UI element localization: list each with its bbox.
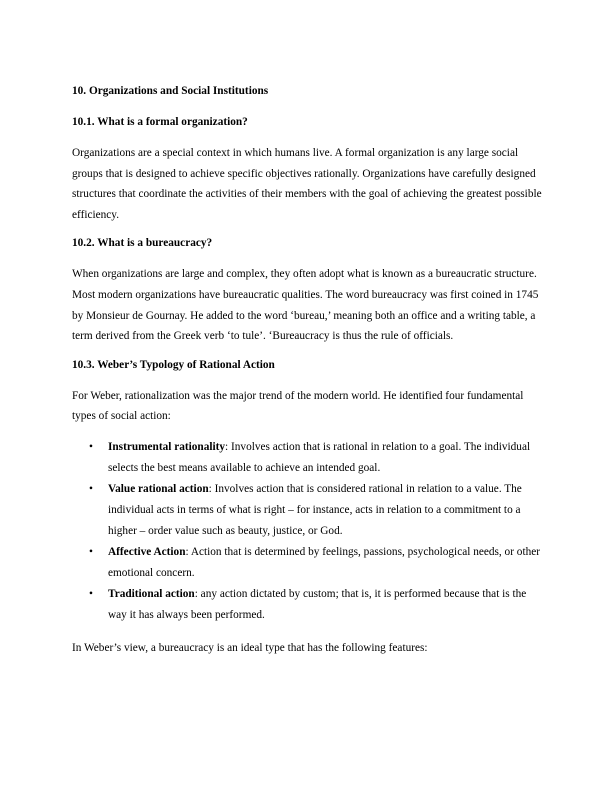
paragraph-formal-organization: Organizations are a special context in which humans live. A formal organization is any large social groups that is designed to achieve specific objectives rationally. Organizations have carefully designed structures that coordinate the activities of their members with the goal of achieving the greatest possible efficiency.: [72, 147, 542, 221]
section-heading-formal-organization: 10.1. What is a formal organization?: [72, 116, 248, 128]
section-heading-weber-typology: 10.3. Weber’s Typology of Rational Action: [72, 358, 275, 371]
bullet-icon: •: [89, 482, 93, 495]
term-affective-action: Affective Action: [108, 545, 186, 558]
social-action-list: [72, 437, 542, 626]
description-traditional-action: : any action dictated by custom; that is, it is performed because that is the way it has always been performed.: [108, 587, 527, 621]
section-heading-bureaucracy: 10.2. What is a bureaucracy?: [72, 237, 213, 250]
bullet-icon: •: [89, 587, 93, 600]
paragraph-bureaucracy: When organizations are large and complex, they often adopt what is known as a bureaucratic structure. Most modern organizations have bureaucratic qualities. The word bureaucracy was first coined in 1745 by Monsieur de Gournay. He added to the word ‘bureau,’ meaning both an office and a writing table, a term derived from the Greek verb ‘to tule’. ‘Bureaucracy is thus the rule of officials.: [72, 268, 539, 343]
list-item-affective-action: [72, 542, 542, 584]
bullet-icon: •: [89, 545, 93, 558]
list-item-value-rational-action: [72, 479, 542, 542]
document-page: [72, 83, 542, 659]
paragraph-weber-typology: For Weber, rationalization was the major trend of the modern world. He identified four fundamental types of social action:: [72, 389, 524, 423]
term-instrumental-rationality: Instrumental rationality: [108, 440, 226, 453]
term-traditional-action: Traditional action: [108, 587, 195, 600]
bullet-icon: •: [89, 440, 93, 453]
description-affective-action: : Action that is determined by feelings, passions, psychological needs, or other emotional concern.: [108, 545, 541, 579]
chapter-heading: 10. Organizations and Social Institutions: [72, 85, 269, 97]
closing-paragraph: In Weber’s view, a bureaucracy is an ideal type that has the following features:: [72, 641, 428, 654]
description-instrumental-rationality: : Involves action that is rational in relation to a goal. The individual selects the best means available to achieve an intended goal.: [108, 440, 531, 474]
list-item-traditional-action: [72, 584, 542, 626]
description-value-rational-action: : Involves action that is considered rational in relation to a value. The individual acts in terms of what is right – for instance, acts in relation to a commitment to a higher – order value such as beauty, justice, or God.: [108, 482, 522, 537]
term-value-rational-action: Value rational action: [108, 482, 209, 495]
list-item-instrumental-rationality: [72, 437, 542, 479]
